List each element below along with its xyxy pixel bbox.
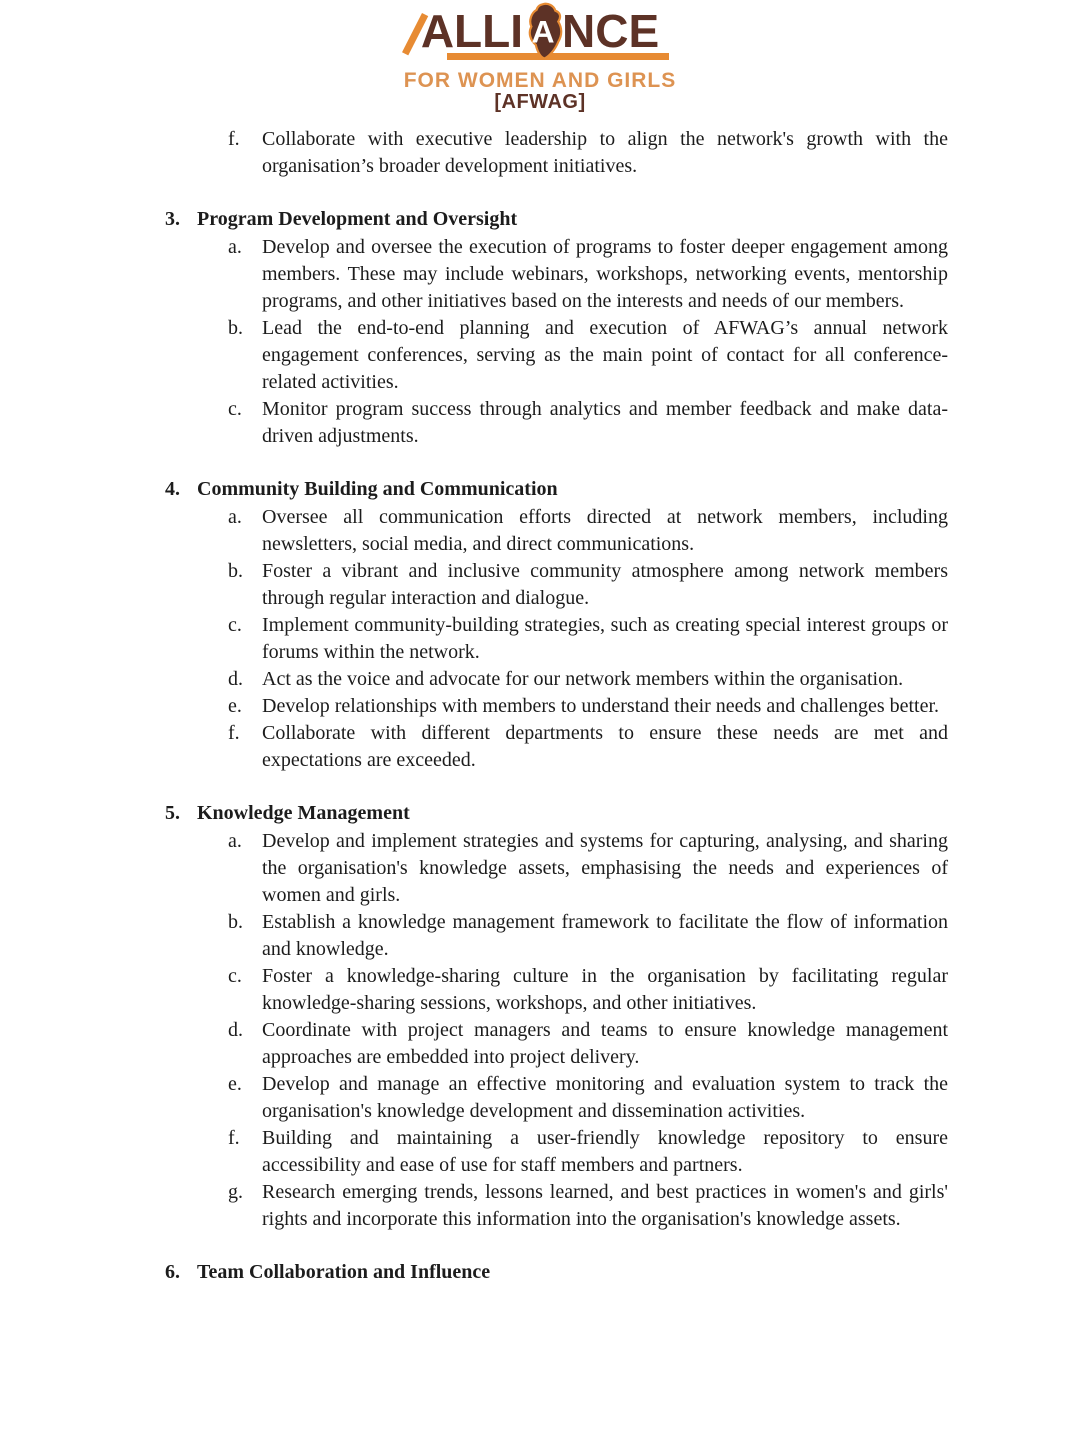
document-section xyxy=(165,800,948,1233)
list-item xyxy=(165,126,948,180)
list-item xyxy=(165,1017,948,1071)
list-item-text: Foster a vibrant and inclusive community atmosphere among network members through regular interaction and dialogue. xyxy=(262,560,948,609)
afwag-logo xyxy=(0,0,1080,113)
list-item-text: Implement community-building strategies, such as creating special interest groups or forums within the network. xyxy=(262,614,948,663)
list-item-marker: f. xyxy=(228,128,240,150)
list-item-marker: e. xyxy=(228,1073,242,1095)
list-item-text: Foster a knowledge-sharing culture in the organisation by facilitating regular knowledge-sharing sessions, workshops, and other initiatives. xyxy=(262,965,948,1014)
section-number: 4. xyxy=(165,478,180,500)
list-item-marker: b. xyxy=(228,560,243,582)
list-item xyxy=(165,558,948,612)
list-item-text: Monitor program success through analytics and member feedback and make data-driven adjustments. xyxy=(262,398,948,447)
list-item xyxy=(165,1071,948,1125)
section-title: Community Building and Communication xyxy=(197,478,558,500)
sections-container xyxy=(165,206,948,1286)
list-item-marker: c. xyxy=(228,614,242,636)
list-item-text: Collaborate with different departments to ensure these needs are met and expectations are exceeded. xyxy=(262,722,948,771)
list-item-text: Collaborate with executive leadership to align the network's growth with the organisation’s broader development initiatives. xyxy=(262,128,948,177)
list-item-text: Develop relationships with members to understand their needs and challenges better. xyxy=(262,695,940,717)
intro-list xyxy=(165,126,948,180)
list-item xyxy=(165,693,948,720)
list-item-marker: b. xyxy=(228,911,243,933)
section-title: Team Collaboration and Influence xyxy=(197,1261,491,1283)
list-item-text: Develop and oversee the execution of programs to foster deeper engagement among members. These may include webinars, workshops, networking events, mentorship programs, and other initiatives based on the interests and needs of our members. xyxy=(262,236,948,312)
section-heading xyxy=(165,206,948,233)
list-item-text: Act as the voice and advocate for our network members within the organisation. xyxy=(262,668,904,690)
list-item-marker: c. xyxy=(228,965,242,987)
section-items xyxy=(165,504,948,774)
logo-acronym: [AFWAG] xyxy=(494,91,586,113)
logo-subtitle: FOR WOMEN AND GIRLS xyxy=(403,69,677,92)
list-item xyxy=(165,828,948,909)
section-title: Program Development and Oversight xyxy=(197,208,518,230)
document-section xyxy=(165,206,948,450)
list-item xyxy=(165,1125,948,1179)
list-item-marker: a. xyxy=(228,506,242,528)
list-item-text: Develop and manage an effective monitoring and evaluation system to track the organisation's knowledge development and dissemination activities. xyxy=(262,1073,948,1122)
list-item-text: Research emerging trends, lessons learned, and best practices in women's and girls' rights and incorporate this information into the organisation's knowledge assets. xyxy=(262,1181,948,1230)
logo-text-left: ALLI xyxy=(421,6,523,56)
document-content xyxy=(165,126,948,1286)
logo-text-right: NCE xyxy=(562,5,660,57)
section-number: 6. xyxy=(165,1261,180,1283)
logo-wordmark xyxy=(421,6,659,62)
list-item xyxy=(165,612,948,666)
list-item-marker: g. xyxy=(228,1181,243,1203)
list-item-text: Coordinate with project managers and teams to ensure knowledge management approaches are embedded into project delivery. xyxy=(262,1019,948,1068)
section-title: Knowledge Management xyxy=(197,802,410,824)
section-items xyxy=(165,234,948,450)
list-item-marker: e. xyxy=(228,695,242,717)
list-item-marker: d. xyxy=(228,668,243,690)
section-items xyxy=(165,828,948,1233)
list-item-marker: a. xyxy=(228,236,242,258)
section-heading xyxy=(165,476,948,503)
list-item-marker: b. xyxy=(228,317,243,339)
list-item-text: Oversee all communication efforts directed at network members, including newsletters, social media, and direct communications. xyxy=(262,506,948,555)
section-heading xyxy=(165,1259,948,1286)
list-item xyxy=(165,909,948,963)
list-item xyxy=(165,234,948,315)
document-section xyxy=(165,476,948,774)
list-item xyxy=(165,315,948,396)
africa-map-icon xyxy=(521,2,565,60)
svg-text:A: A xyxy=(531,13,555,50)
list-item-marker: c. xyxy=(228,398,242,420)
document-section xyxy=(165,1259,948,1286)
list-item-marker: f. xyxy=(228,722,240,744)
section-number: 5. xyxy=(165,802,180,824)
list-item-text: Develop and implement strategies and systems for capturing, analysing, and sharing the organisation's knowledge assets, emphasising the needs and experiences of women and girls. xyxy=(262,830,948,906)
list-item-marker: a. xyxy=(228,830,242,852)
list-item xyxy=(165,666,948,693)
list-item xyxy=(165,504,948,558)
list-item xyxy=(165,1179,948,1233)
list-item-marker: f. xyxy=(228,1127,240,1149)
list-item-text: Lead the end-to-end planning and execution of AFWAG’s annual network engagement conferences, serving as the main point of contact for all conference-related activities. xyxy=(262,317,948,393)
list-item-marker: d. xyxy=(228,1019,243,1041)
list-item xyxy=(165,720,948,774)
list-item xyxy=(165,396,948,450)
section-number: 3. xyxy=(165,208,180,230)
section-heading xyxy=(165,800,948,827)
list-item xyxy=(165,963,948,1017)
list-item-text: Building and maintaining a user-friendly knowledge repository to ensure accessibility and ease of use for staff members and partners. xyxy=(262,1127,948,1176)
list-item-text: Establish a knowledge management framework to facilitate the flow of information and knowledge. xyxy=(262,911,948,960)
